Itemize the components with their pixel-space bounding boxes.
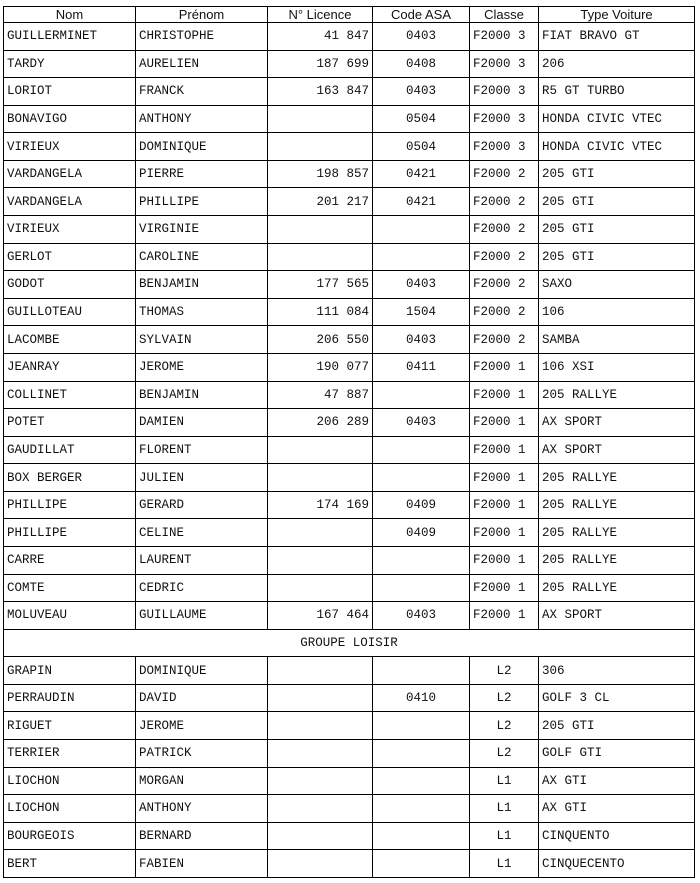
cell-licence (268, 822, 373, 850)
cell-code-asa: 0421 (373, 188, 470, 216)
cell-licence (268, 657, 373, 685)
cell-nom: VIRIEUX (4, 133, 136, 161)
cell-prenom: BERNARD (136, 822, 268, 850)
group-heading: GROUPE LOISIR (4, 629, 695, 657)
table-row (4, 464, 695, 492)
cell-licence: 41 847 (268, 23, 373, 51)
cell-licence: 47 887 (268, 381, 373, 409)
cell-type-voiture: HONDA CIVIC VTEC (539, 105, 695, 133)
cell-licence (268, 850, 373, 878)
cell-licence (268, 133, 373, 161)
cell-prenom: JEROME (136, 353, 268, 381)
cell-code-asa: 0409 (373, 519, 470, 547)
cell-type-voiture: CINQUECENTO (539, 850, 695, 878)
cell-nom: CARRE (4, 546, 136, 574)
cell-nom: BOURGEOIS (4, 822, 136, 850)
cell-type-voiture: AX GTI (539, 767, 695, 795)
cell-classe: F2000 1 (470, 546, 539, 574)
cell-type-voiture: AX SPORT (539, 436, 695, 464)
table-row (4, 188, 695, 216)
cell-classe: F2000 2 (470, 160, 539, 188)
cell-nom: POTET (4, 409, 136, 437)
table-row (4, 740, 695, 768)
cell-classe: L1 (470, 850, 539, 878)
cell-code-asa (373, 243, 470, 271)
cell-licence: 111 084 (268, 298, 373, 326)
cell-prenom: ANTHONY (136, 795, 268, 823)
cell-code-asa: 0403 (373, 326, 470, 354)
table-row (4, 326, 695, 354)
cell-code-asa: 0403 (373, 23, 470, 51)
cell-classe: F2000 2 (470, 243, 539, 271)
cell-type-voiture: 205 RALLYE (539, 574, 695, 602)
cell-classe: F2000 3 (470, 78, 539, 106)
table-row (4, 160, 695, 188)
cell-type-voiture: FIAT BRAVO GT (539, 23, 695, 51)
cell-type-voiture: 205 GTI (539, 712, 695, 740)
cell-nom: GERLOT (4, 243, 136, 271)
table-row (4, 436, 695, 464)
group-heading-row (4, 629, 695, 657)
cell-classe: L2 (470, 712, 539, 740)
cell-classe: F2000 1 (470, 464, 539, 492)
cell-type-voiture: 205 RALLYE (539, 519, 695, 547)
cell-licence (268, 546, 373, 574)
cell-code-asa: 0403 (373, 271, 470, 299)
cell-nom: VARDANGELA (4, 188, 136, 216)
cell-licence: 201 217 (268, 188, 373, 216)
cell-licence (268, 519, 373, 547)
cell-prenom: PIERRE (136, 160, 268, 188)
cell-classe: L1 (470, 767, 539, 795)
cell-licence (268, 464, 373, 492)
cell-classe: F2000 1 (470, 409, 539, 437)
header-prenom: Prénom (136, 7, 268, 23)
cell-type-voiture: 205 RALLYE (539, 381, 695, 409)
cell-prenom: FRANCK (136, 78, 268, 106)
cell-nom: BERT (4, 850, 136, 878)
cell-licence (268, 574, 373, 602)
cell-licence: 206 550 (268, 326, 373, 354)
cell-prenom: DOMINIQUE (136, 133, 268, 161)
cell-classe: F2000 1 (470, 519, 539, 547)
cell-nom: LIOCHON (4, 795, 136, 823)
cell-classe: F2000 1 (470, 381, 539, 409)
cell-prenom: DAVID (136, 684, 268, 712)
cell-nom: RIGUET (4, 712, 136, 740)
cell-code-asa: 0504 (373, 133, 470, 161)
cell-type-voiture: 106 (539, 298, 695, 326)
cell-prenom: LAURENT (136, 546, 268, 574)
cell-type-voiture: 205 RALLYE (539, 464, 695, 492)
cell-prenom: SYLVAIN (136, 326, 268, 354)
table-row (4, 50, 695, 78)
cell-type-voiture: GOLF GTI (539, 740, 695, 768)
cell-type-voiture: AX SPORT (539, 409, 695, 437)
cell-prenom: GUILLAUME (136, 602, 268, 630)
cell-prenom: JEROME (136, 712, 268, 740)
cell-prenom: ANTHONY (136, 105, 268, 133)
cell-licence: 167 464 (268, 602, 373, 630)
cell-type-voiture: AX GTI (539, 795, 695, 823)
cell-code-asa (373, 822, 470, 850)
table-row (4, 271, 695, 299)
cell-nom: BONAVIGO (4, 105, 136, 133)
cell-prenom: FLORENT (136, 436, 268, 464)
table-row (4, 105, 695, 133)
cell-licence: 187 699 (268, 50, 373, 78)
cell-nom: LORIOT (4, 78, 136, 106)
cell-nom: GUILLERMINET (4, 23, 136, 51)
cell-type-voiture: 205 RALLYE (539, 491, 695, 519)
roster-table (3, 6, 695, 878)
cell-classe: L1 (470, 822, 539, 850)
cell-classe: L2 (470, 740, 539, 768)
cell-type-voiture: HONDA CIVIC VTEC (539, 133, 695, 161)
cell-licence (268, 105, 373, 133)
cell-prenom: PATRICK (136, 740, 268, 768)
cell-code-asa: 0504 (373, 105, 470, 133)
cell-type-voiture: 205 GTI (539, 243, 695, 271)
cell-nom: PERRAUDIN (4, 684, 136, 712)
table-row (4, 657, 695, 685)
cell-nom: VIRIEUX (4, 216, 136, 244)
cell-classe: F2000 3 (470, 23, 539, 51)
cell-type-voiture: R5 GT TURBO (539, 78, 695, 106)
cell-prenom: JULIEN (136, 464, 268, 492)
cell-type-voiture: 205 RALLYE (539, 546, 695, 574)
cell-prenom: THOMAS (136, 298, 268, 326)
cell-classe: F2000 1 (470, 436, 539, 464)
table-header (4, 7, 695, 23)
cell-type-voiture: 205 GTI (539, 188, 695, 216)
cell-nom: GRAPIN (4, 657, 136, 685)
table-row (4, 409, 695, 437)
cell-classe: F2000 3 (470, 105, 539, 133)
cell-licence (268, 712, 373, 740)
cell-classe: L1 (470, 795, 539, 823)
cell-licence: 174 169 (268, 491, 373, 519)
table-row (4, 133, 695, 161)
cell-classe: L2 (470, 657, 539, 685)
cell-prenom: GERARD (136, 491, 268, 519)
cell-type-voiture: GOLF 3 CL (539, 684, 695, 712)
cell-classe: F2000 2 (470, 271, 539, 299)
cell-prenom: CAROLINE (136, 243, 268, 271)
cell-prenom: VIRGINIE (136, 216, 268, 244)
cell-classe: F2000 3 (470, 133, 539, 161)
cell-prenom: MORGAN (136, 767, 268, 795)
cell-nom: TARDY (4, 50, 136, 78)
header-type-voiture: Type Voiture (539, 7, 695, 23)
cell-licence (268, 216, 373, 244)
table-row (4, 712, 695, 740)
cell-type-voiture: 306 (539, 657, 695, 685)
cell-licence (268, 740, 373, 768)
header-licence: N° Licence (268, 7, 373, 23)
table-body (4, 23, 695, 878)
table-row (4, 519, 695, 547)
cell-licence: 177 565 (268, 271, 373, 299)
table-row (4, 574, 695, 602)
cell-nom: TERRIER (4, 740, 136, 768)
cell-code-asa: 0408 (373, 50, 470, 78)
cell-prenom: DAMIEN (136, 409, 268, 437)
cell-code-asa (373, 546, 470, 574)
cell-classe: F2000 3 (470, 50, 539, 78)
table-row (4, 684, 695, 712)
cell-nom: VARDANGELA (4, 160, 136, 188)
table-row (4, 353, 695, 381)
table-row (4, 546, 695, 574)
table-row (4, 78, 695, 106)
cell-type-voiture: 205 GTI (539, 216, 695, 244)
cell-prenom: CELINE (136, 519, 268, 547)
cell-nom: PHILLIPE (4, 491, 136, 519)
table-row (4, 822, 695, 850)
cell-nom: LIOCHON (4, 767, 136, 795)
cell-type-voiture: SAXO (539, 271, 695, 299)
cell-code-asa (373, 436, 470, 464)
cell-licence: 163 847 (268, 78, 373, 106)
cell-licence (268, 795, 373, 823)
cell-type-voiture: CINQUENTO (539, 822, 695, 850)
cell-code-asa (373, 464, 470, 492)
cell-code-asa (373, 712, 470, 740)
cell-classe: F2000 1 (470, 491, 539, 519)
cell-licence: 206 289 (268, 409, 373, 437)
table-row (4, 602, 695, 630)
cell-nom: LACOMBE (4, 326, 136, 354)
cell-nom: BOX BERGER (4, 464, 136, 492)
cell-code-asa (373, 767, 470, 795)
cell-classe: F2000 2 (470, 216, 539, 244)
cell-code-asa: 0410 (373, 684, 470, 712)
header-row (4, 7, 695, 23)
cell-prenom: DOMINIQUE (136, 657, 268, 685)
cell-prenom: BENJAMIN (136, 381, 268, 409)
cell-classe: F2000 2 (470, 188, 539, 216)
cell-classe: L2 (470, 684, 539, 712)
cell-prenom: AURELIEN (136, 50, 268, 78)
cell-nom: GUILLOTEAU (4, 298, 136, 326)
cell-nom: COMTE (4, 574, 136, 602)
cell-classe: F2000 2 (470, 326, 539, 354)
cell-classe: F2000 1 (470, 353, 539, 381)
cell-code-asa (373, 850, 470, 878)
table-row (4, 298, 695, 326)
cell-code-asa (373, 381, 470, 409)
cell-licence: 198 857 (268, 160, 373, 188)
cell-prenom: PHILLIPE (136, 188, 268, 216)
header-nom: Nom (4, 7, 136, 23)
cell-code-asa (373, 574, 470, 602)
cell-code-asa: 0409 (373, 491, 470, 519)
cell-licence: 190 077 (268, 353, 373, 381)
table-row (4, 243, 695, 271)
cell-licence (268, 436, 373, 464)
table-row (4, 795, 695, 823)
cell-prenom: BENJAMIN (136, 271, 268, 299)
cell-type-voiture: 206 (539, 50, 695, 78)
cell-nom: MOLUVEAU (4, 602, 136, 630)
cell-nom: JEANRAY (4, 353, 136, 381)
header-classe: Classe (470, 7, 539, 23)
table-row (4, 23, 695, 51)
cell-code-asa (373, 795, 470, 823)
cell-licence (268, 684, 373, 712)
cell-classe: F2000 1 (470, 602, 539, 630)
cell-code-asa: 0411 (373, 353, 470, 381)
cell-nom: COLLINET (4, 381, 136, 409)
cell-licence (268, 243, 373, 271)
cell-prenom: CEDRIC (136, 574, 268, 602)
cell-code-asa: 0403 (373, 409, 470, 437)
cell-prenom: FABIEN (136, 850, 268, 878)
table-row (4, 381, 695, 409)
cell-code-asa: 0403 (373, 602, 470, 630)
cell-code-asa: 1504 (373, 298, 470, 326)
table-row (4, 850, 695, 878)
cell-code-asa (373, 740, 470, 768)
cell-type-voiture: 106 XSI (539, 353, 695, 381)
cell-nom: PHILLIPE (4, 519, 136, 547)
table-row (4, 491, 695, 519)
table-row (4, 767, 695, 795)
header-code-asa: Code ASA (373, 7, 470, 23)
cell-classe: F2000 2 (470, 298, 539, 326)
cell-nom: GAUDILLAT (4, 436, 136, 464)
cell-type-voiture: SAMBA (539, 326, 695, 354)
cell-code-asa: 0421 (373, 160, 470, 188)
cell-licence (268, 767, 373, 795)
cell-code-asa (373, 216, 470, 244)
cell-type-voiture: 205 GTI (539, 160, 695, 188)
cell-type-voiture: AX SPORT (539, 602, 695, 630)
cell-nom: GODOT (4, 271, 136, 299)
cell-code-asa: 0403 (373, 78, 470, 106)
cell-classe: F2000 1 (470, 574, 539, 602)
cell-prenom: CHRISTOPHE (136, 23, 268, 51)
table-row (4, 216, 695, 244)
cell-code-asa (373, 657, 470, 685)
